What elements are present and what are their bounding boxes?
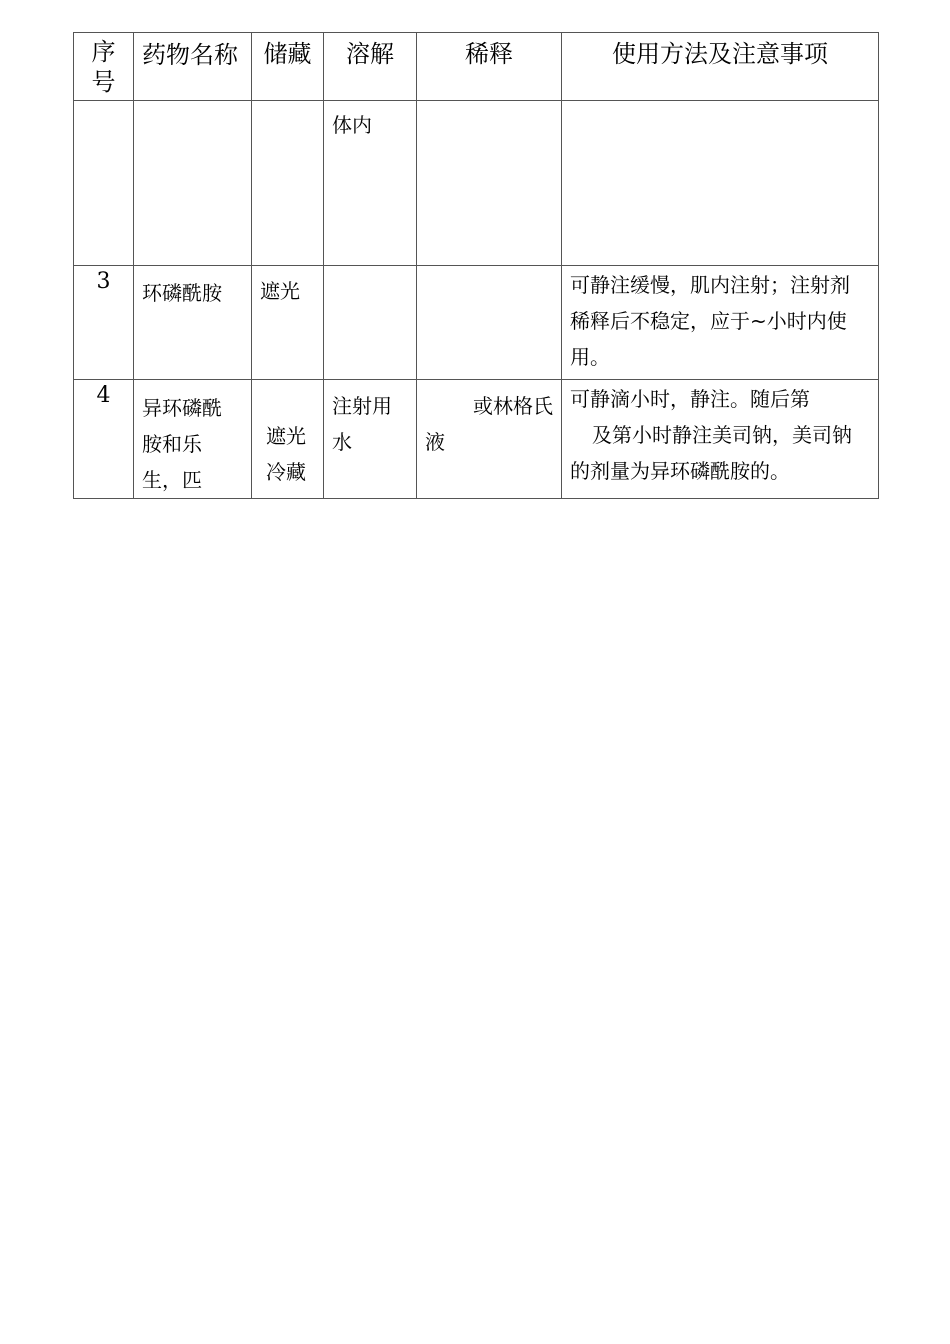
row4-name (134, 380, 252, 499)
row3-dissolve (324, 266, 417, 380)
header-dilute: 稀释 (417, 33, 562, 101)
header-dissolve: 溶解 (324, 33, 417, 101)
dilute-line: 或林格氏 (473, 394, 553, 418)
usage-line: 可静滴小时，静注。随后第 (570, 387, 810, 411)
table-row (74, 266, 879, 380)
row4-index: 4 (74, 380, 134, 499)
row1-storage (252, 101, 324, 266)
row4-usage (562, 380, 879, 499)
dissolve-line: 注射用 (332, 394, 392, 418)
row1-dilute (417, 101, 562, 266)
name-line: 生，匹 (142, 468, 202, 492)
row1-usage (562, 101, 879, 266)
dissolve-line: 水 (332, 430, 352, 454)
dilute-line: 液 (425, 430, 445, 454)
row3-usage (562, 266, 879, 380)
header-name: 药物名称 (134, 33, 252, 101)
name-line: 异环磷酰 (142, 396, 222, 420)
header-row (74, 33, 879, 101)
usage-line: 可静注缓慢，肌内注射；注射剂 (570, 273, 850, 297)
row4-storage (252, 380, 324, 499)
row4-dissolve (324, 380, 417, 499)
row4-dilute (417, 380, 562, 499)
header-index: 序号 (74, 33, 134, 101)
drug-table (73, 32, 879, 499)
storage-line: 遮光 (266, 424, 306, 448)
usage-line: 稀释后不稳定，应于~小时内使 (570, 309, 847, 333)
header-storage: 储藏 (252, 33, 324, 101)
row3-index: 3 (74, 266, 134, 380)
row1-name (134, 101, 252, 266)
usage-line: 的剂量为异环磷酰胺的。 (570, 459, 790, 483)
table-row (74, 380, 879, 499)
storage-line: 冷藏 (266, 460, 306, 484)
usage-line: 及第小时静注美司钠，美司钠 (592, 423, 852, 447)
table-row (74, 101, 879, 266)
row3-name: 环磷酰胺 (134, 266, 252, 380)
name-line: 胺和乐 (142, 432, 202, 456)
row1-index (74, 101, 134, 266)
row3-dilute (417, 266, 562, 380)
usage-line: 用。 (570, 345, 610, 369)
header-usage: 使用方法及注意事项 (562, 33, 879, 101)
row1-dissolve: 体内 (324, 101, 417, 266)
row3-storage: 遮光 (252, 266, 324, 380)
